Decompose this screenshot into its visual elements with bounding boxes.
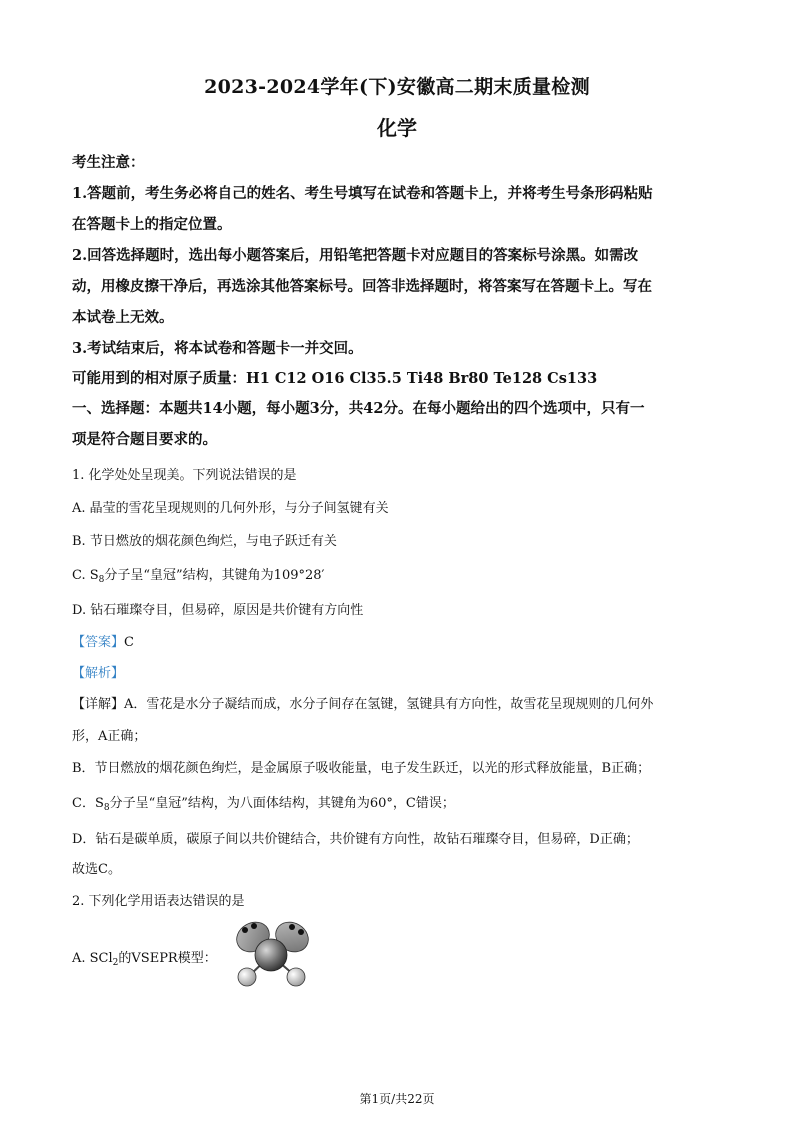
page-footer: 第1页/共22页 xyxy=(359,1092,435,1106)
notice-item2-line2: 动，用橡皮擦干净后，再选涂其他答案标号。回答非选择题时，将答案写在答题卡上。写在 xyxy=(72,278,652,295)
section-heading-line1: 一、选择题：本题共14小题，每小题3分，共42分。在每小题给出的四个选项中，只有一 xyxy=(72,400,645,417)
detail-b: B．节日燃放的烟花颜色绚烂，是金属原子吸收能量，电子发生跃迁，以光的形式释放能量，B正确； xyxy=(72,761,651,776)
answer-line xyxy=(72,631,134,650)
question-1-option-d: D. 钻石璀璨夺目，但易碎，原因是共价键有方向性 xyxy=(72,603,364,618)
exam-notice xyxy=(72,147,722,455)
ligand-atom-left xyxy=(238,968,256,986)
answer-label: 【答案】 xyxy=(72,635,125,650)
conclusion: 故选C。 xyxy=(72,862,121,877)
notice-heading: 考生注意： xyxy=(72,154,145,171)
section-heading-line2: 项是符合题目要求的。 xyxy=(72,431,217,448)
question-1-stem: 1. 化学处处呈现美。下列说法错误的是 xyxy=(72,468,297,483)
scl2-formula: SCl$_2$ xyxy=(89,951,119,968)
option-c-label: C. xyxy=(72,568,90,583)
detail-c: C．$S_8$分子呈“皇冠”结构，为八面体结构，其键角为60°，C错误； xyxy=(72,796,455,813)
detail-a-line1: 【详解】A．雪花是水分子凝结而成，水分子间存在氢键，氢键具有方向性，故雪花呈现规则的几何外 xyxy=(72,697,654,712)
central-atom xyxy=(255,939,287,971)
s8-formula: $S_8$ xyxy=(89,568,105,585)
notice-item2-line3: 本试卷上无效。 xyxy=(72,309,174,326)
ligand-atom-right xyxy=(287,968,305,986)
detail-d: D．钻石是碳单质，碳原子间以共价键结合，共价键有方向性，故钻石璀璨夺目，但易碎，D正确； xyxy=(72,832,639,847)
notice-item1-line1: 1.答题前，考生务必将自己的姓名、考生号填写在试卷和答题卡上，并将考生号条形码粘贴 xyxy=(72,185,653,202)
question-1-option-c xyxy=(72,564,325,585)
notice-item1-line2: 在答题卡上的指定位置。 xyxy=(72,216,232,233)
detail-a-line2: 形，A正确； xyxy=(72,729,147,744)
notice-item3: 3.考试结束后，将本试卷和答题卡一并交回。 xyxy=(72,340,363,357)
subject-title: 化学 xyxy=(377,116,417,140)
exam-title: 2023-2024学年(下)安徽高二期末质量检测 xyxy=(204,76,590,98)
answer-value: C xyxy=(124,635,134,650)
s8-formula: $S_8$ xyxy=(94,796,110,813)
question-1-option-a: A. 晶莹的雪花呈现规则的几何外形，与分子间氢键有关 xyxy=(72,501,389,516)
question-1-option-b: B. 节日燃放的烟花颜色绚烂，与电子跃迁有关 xyxy=(72,534,337,549)
option-c-text: 分子呈“皇冠”结构，其键角为109°28′ xyxy=(104,568,325,583)
analysis-label: 【解析】 xyxy=(72,666,125,681)
atomic-masses: 可能用到的相对原子质量：H1 C12 O16 Cl35.5 Ti48 Br80 Te128 Cs133 xyxy=(72,370,598,387)
question-2-option-a: A. SCl$_2$的VSEPR模型： xyxy=(72,951,217,968)
notice-item2-line1: 2.回答选择题时，选出每小题答案后，用铅笔把答题卡对应题目的答案标号涂黑。如需改 xyxy=(72,247,639,264)
vsepr-model-image xyxy=(228,917,313,989)
question-2-stem: 2. 下列化学用语表达错误的是 xyxy=(72,894,245,909)
